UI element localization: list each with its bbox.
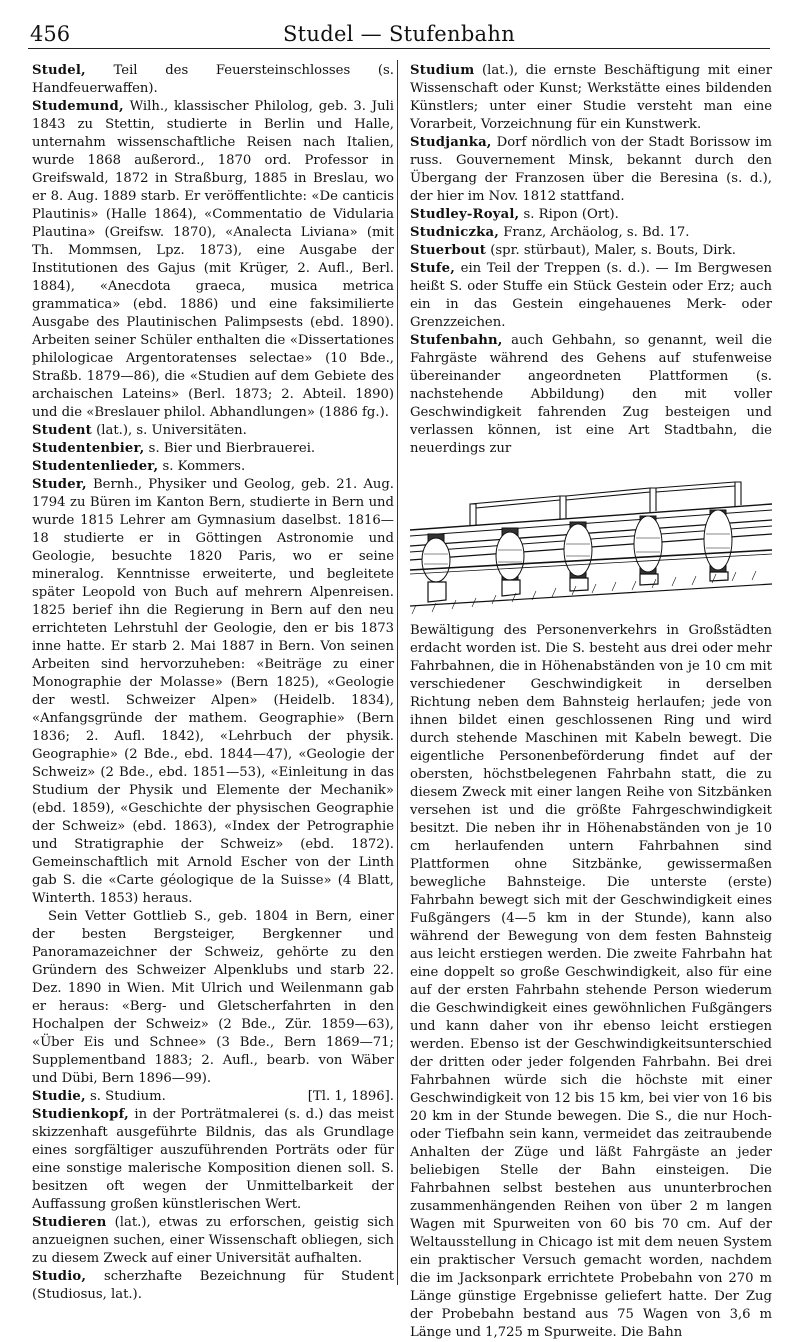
entry-text: in der Porträtmalerei (s. d.) das meist skizzenhaft ausgeführte Bildnis, das als Grundlage eines sorgfältiger auszuführenden Porträts oder für eine sonstige malerische Komposition dienen soll. S. besitzen oft wegen der Unmittelbarkeit der Auffassung großen künstlerischen Wert. xyxy=(32,1107,394,1212)
entry-headword: Studley-Royal, xyxy=(410,207,520,222)
entry-headword: Studjanka, xyxy=(410,135,492,150)
page-title: Studel — Stufenbahn xyxy=(282,22,516,46)
entry-text: s. Kommers. xyxy=(158,459,246,474)
entry-text: Bernh., Physiker und Geolog, geb. 21. Aug. 1794 zu Büren im Kanton Bern, studierte in Bern und wurde 1815 Lehrer am Gymnasium daselbst. 1816—18 studierte er in Göttingen Astronomie und Geologie, besuchte 1820 Paris, wo er seine mineralog. Kenntnisse erweiterte, und begleitete später Leopold von Buch auf mehrern Alpenreisen. 1825 berief ihn die Regierung in Bern auf den neu errichteten Lehrstuhl der Geologie, den er bis 1873 inne hatte. Er starb 2. Mai 1887 in Bern. Von seinen Arbeiten sind hervorzuheben: «Beiträge zu einer Monographie der Molasse» (Bern 1825), «Geologie der westl. Schweizer Alpen» (Heidelb. 1834), «Anfangsgründe der mathem. Geographie» (Bern 1836; 2. Aufl. 1842), «Lehrbuch der physik. Geographie» (2 Bde., ebd. 1844—47), «Geologie der Schweiz» (2 Bde., ebd. 1851—53), «Einleitung in das Studium der Physik und Elemente der Mechanik» (ebd. 1859), «Geschichte der physischen Geographie der Schweiz» (ebd. 1863), «Index der Petrographie und Stratigraphie der Schweiz» (ebd. 1872). Gemeinschaftlich mit Arnold Escher von der Linth gab S. die «Carte géologique de la Suisse» (4 Blatt, Winterth. 1853) heraus. xyxy=(32,477,394,906)
entry xyxy=(32,1106,394,1214)
entry-text: s. Ripon (Ort). xyxy=(519,207,619,222)
entry-headword: Studer, xyxy=(32,477,87,492)
stufenbahn-illustration xyxy=(410,464,772,616)
entry-headword: Studium xyxy=(410,63,475,78)
entry xyxy=(32,1214,394,1268)
entry-headword: Studel, xyxy=(32,63,86,78)
entry xyxy=(410,134,772,206)
page-number: 456 xyxy=(30,22,71,46)
entry xyxy=(410,260,772,332)
paragraph: Sein Vetter Gottlieb S., geb. 1804 in Bern, einer der besten Bergsteiger, Bergkenner und Panoramazeichner der Schweiz, gehörte zu den Gründern des Schweizer Alpenklubs und starb 22. Dez. 1890 in Wien. Mit Ulrich und Weilenmann gab er heraus: «Berg- und Gletscherfahrten in den Hochalpen der Schweiz» (2 Bde., Zür. 1859—63), «Über Eis und Schnee» (3 Bde., Bern 1869—71; Supplementband 1883; 2. Aufl., bearb. von Wäber und Dübi, Bern 1896—99). xyxy=(32,909,394,1086)
entry xyxy=(32,1268,394,1304)
column-divider xyxy=(397,60,398,1285)
entry xyxy=(32,440,394,458)
entry-text: Franz, Archäolog, s. Bd. 17. xyxy=(499,225,690,240)
page-header xyxy=(28,18,770,49)
entry xyxy=(410,224,772,242)
entry xyxy=(410,62,772,134)
entry xyxy=(410,206,772,224)
entry xyxy=(32,422,394,440)
entry-headword: Stuerbout xyxy=(410,243,487,258)
entry-headword: Student xyxy=(32,423,92,438)
entry-headword: Studieren xyxy=(32,1215,107,1230)
entry xyxy=(410,332,772,458)
entry-text: Wilh., klassischer Philolog, geb. 3. Juli 1843 zu Stettin, studierte in Berlin und Halle, unternahm wissenschaftliche Reisen nach Italien, wurde 1868 außerord., 1870 ord. Professor in Greifswald, 1872 in Straßburg, 1885 in Breslau, wo er 8. Aug. 1889 starb. Er veröffentlichte: «De canticis Plautinis» (Halle 1864), «Commentatio de Vidularia Plautina» (Greifsw. 1870), «Analecta Liviana» (mit Th. Mommsen, Lpz. 1873), eine Ausgabe der Institutionen des Gajus (mit Krüger, 2. Aufl., Berl. 1884), «Anecdota graeca, musica metrica grammatica» (ebd. 1886) und eine faksimilierte Ausgabe des Plautinischen Palimpsests (ebd. 1890). Arbeiten seiner Schüler enthalten die «Dissertationes philologicae Argentoratenses selectae» (10 Bde., Straßb. 1879—86), die «Studien auf dem Gebiete des archaischen Lateins» (Berl. 1873; 2. Abteil. 1890) und die «Breslauer philol. Abhandlungen» (1886 fg.). xyxy=(32,99,394,420)
entry xyxy=(32,62,394,98)
entry-headword: Studemund, xyxy=(32,99,124,114)
entry-headword: Stufenbahn, xyxy=(410,333,503,348)
entry-text: Dorf nördlich von der Stadt Borissow im russ. Gouvernement Minsk, bekannt durch den Übergang der Franzosen über die Beresina (s. d.), der hier im Nov. 1812 stattfand. xyxy=(410,135,772,204)
continuation-text: Bewältigung des Personenverkehrs in Großstädten erdacht worden ist. Die S. besteht aus drei oder mehr Fahrbahnen, die in Höhenabständen von je 10 cm mit verschiedener Geschwindigkeit in derselben Richtung neben dem Bahnsteig herlaufen; jede von ihnen bildet einen geschlossenen Ring und wird durch stehende Maschinen mit Kabeln bewegt. Die eigentliche Personenbeförderung findet auf der obersten, höchstbelegenen Fahrbahn statt, die zu diesem Zweck mit einer langen Reihe von Sitzbänken versehen ist und die größte Fahrgeschwindigkeit besitzt. Die neben ihr in Höhenabständen von je 10 cm herlaufenden untern Fahrbahnen sind Plattformen ohne Sitzbänke, gewissermaßen bewegliche Bahnsteige. Die unterste (erste) Fahrbahn bewegt sich mit der Geschwindigkeit eines Fußgängers (4—5 km in der Stunde), kann also während der Bewegung von dem festen Bahnsteig aus leicht erstiegen werden. Die zweite Fahrbahn hat eine doppelt so große Geschwindigkeit, also für eine auf der ersten Fahrbahn stehende Person wiederum die Geschwindigkeit eines gewöhnlichen Fußgängers und kann daher von ihr ebenso leicht erstiegen werden. Ebenso ist der Geschwindigkeitsunterschied der dritten oder jeder folgenden Fahrbahn. Bei drei Fahrbahnen würde sich die höchste mit einer Geschwindigkeit von 12 bis 15 km, bei vier von 16 bis 20 km in der Stunde bewegen. Die S., die nur Hoch- oder Tiefbahn sein kann, vermeidet das zeitraubende Anhalten der Züge und läßt Fahrgäste an jeder beliebigen Stelle der Bahn einsteigen. Die Fahrbahnen selbst bestehen aus ununterbrochen zusammenhängenden Reihen von über 2 m langen Wagen mit Spurweiten von 60 bis 70 cm. Auf der Weltausstellung in Chicago ist mit dem neuen System ein praktischer Versuch gemacht worden, nachdem die im Jacksonpark errichtete Probebahn von 270 m Länge günstige Ergebnisse geliefert hatte. Der Zug der Probebahn bestand aus 75 Wagen von 3,6 m Länge und 1,725 m Spurweite. Die Bahn xyxy=(410,623,772,1340)
entry-text: auch Gehbahn, so genannt, weil die Fahrgäste während des Gehens auf stufenweise übereinander angeordneten Plattformen (s. nachstehende Abbildung) den mit voller Geschwindigkeit fahrenden Zug besteigen und verlassen können, ist eine Art Stadtbahn, die neuerdings zur xyxy=(410,333,772,456)
entry-text: s. Bier und Bierbrauerei. xyxy=(144,441,316,456)
entry-text: (lat.), etwas zu erforschen, geistig sich anzueignen suchen, einer Wissenschaft obliegen, sich zu diesem Zweck auf einer Universität aufhalten. xyxy=(32,1215,394,1266)
entry xyxy=(410,242,772,260)
entry-headword: Studentenlieder, xyxy=(32,459,159,474)
entry-headword: Studienkopf, xyxy=(32,1107,129,1122)
right-column xyxy=(410,62,772,1342)
entry xyxy=(32,98,394,422)
entry-text: scherzhafte Bezeichnung für Student (Studiosus, lat.). xyxy=(32,1269,394,1302)
entry-headword: Stufe, xyxy=(410,261,456,276)
entry-text: (lat.), die ernste Beschäftigung mit einer Wissenschaft oder Kunst; Werkstätte eines bildenden Künstlers; unter einer Studie versteht man eine Vorarbeit, Vorzeichnung für ein Kunstwerk. xyxy=(410,63,772,132)
entry xyxy=(32,1088,394,1106)
entry-text: (lat.), s. Universitäten. xyxy=(91,423,247,438)
entry-text: (spr. stürbaut), Maler, s. Bouts, Dirk. xyxy=(486,243,736,258)
entry-text: ein Teil der Treppen (s. d.). — Im Bergwesen heißt S. oder Stuffe ein Stück Gestein oder Erz; auch ein in das Gestein eingehauenes Merk- oder Grenzzeichen. xyxy=(410,261,772,330)
entry-text: s. Studium. xyxy=(85,1089,166,1104)
entry xyxy=(32,458,394,476)
entry-headword: Studie, xyxy=(32,1089,86,1104)
entry-headword: Studentenbier, xyxy=(32,441,145,456)
entry-headword: Studniczka, xyxy=(410,225,500,240)
entry-text: Teil des Feuersteinschlosses (s. Handfeuerwaffen). xyxy=(32,63,394,96)
entry xyxy=(32,476,394,908)
entry-headword: Studio, xyxy=(32,1269,87,1284)
left-column xyxy=(32,62,394,1304)
volume-credit: [Tl. 1, 1896]. xyxy=(307,1089,394,1104)
